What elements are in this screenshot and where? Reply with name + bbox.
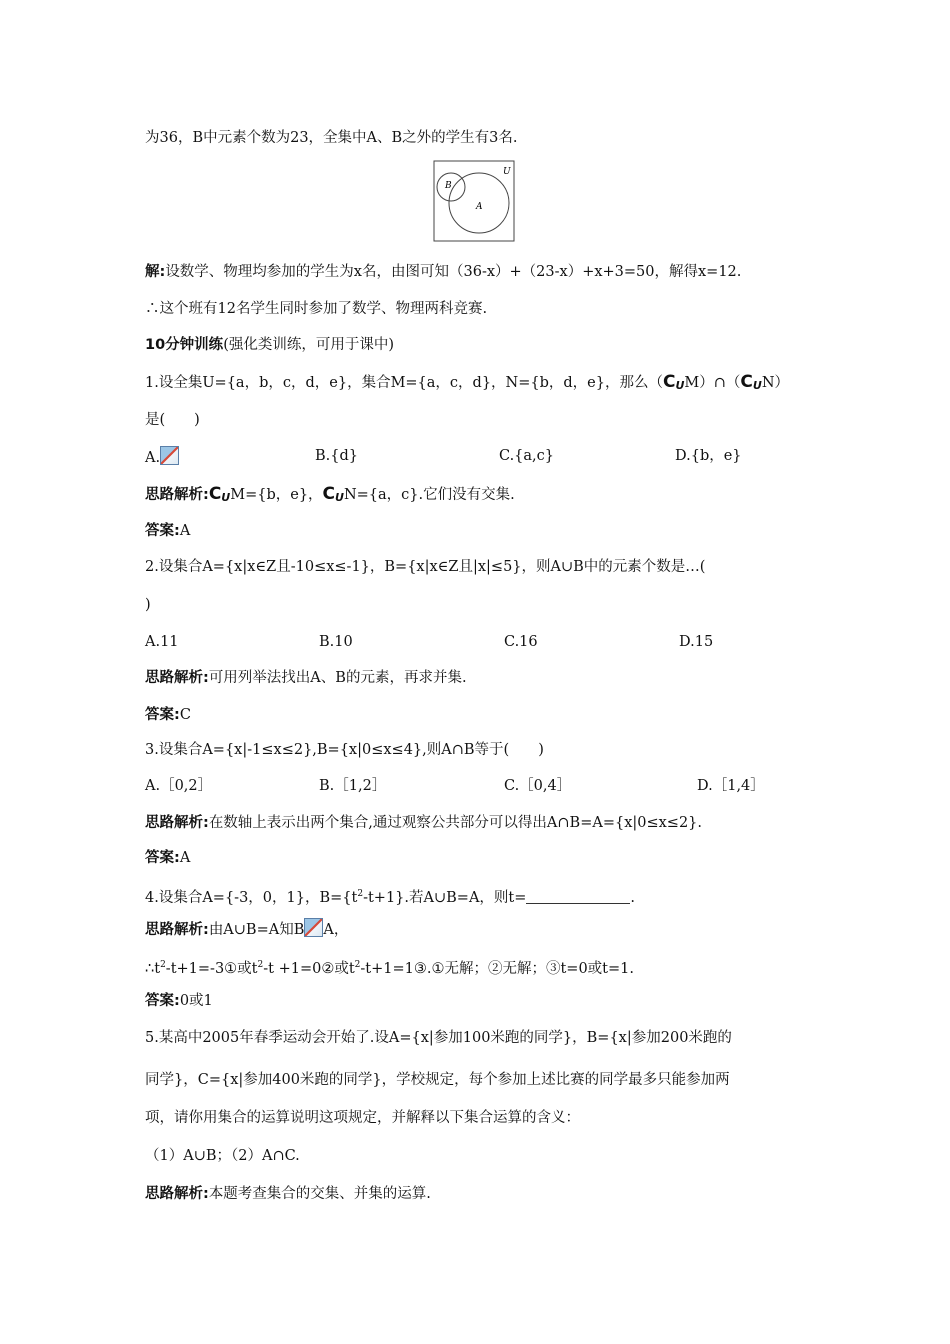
solution-line xyxy=(145,262,741,282)
q5-analysis: 思路解析:本题考查集合的交集、并集的运算. xyxy=(145,1186,431,1202)
q2-answer-value: C xyxy=(179,707,191,723)
q1-stem-line2: 是( ) xyxy=(145,412,200,428)
complement-symbol: $C_U$ xyxy=(208,484,231,504)
solution-colon: : xyxy=(159,264,166,280)
venn-label-a: A xyxy=(476,202,483,212)
analysis-label: 思路解析: xyxy=(145,670,209,686)
answer-label: 答案: xyxy=(145,993,180,1009)
section-heading xyxy=(145,335,394,355)
q3-stem: 3.设集合A={x|-1≤x≤2},B={x|0≤x≤4},则A∩B等于( ) xyxy=(145,742,544,758)
q3-option-d: D.［1,4］ xyxy=(697,778,765,794)
q3-option-c: C.［0,4］ xyxy=(504,778,572,794)
answer-label: 答案: xyxy=(145,707,180,723)
answer-label: 答案: xyxy=(145,850,180,866)
q3-answer-value: A xyxy=(179,850,191,866)
q1-stem xyxy=(145,372,789,396)
venn-label-b: B xyxy=(445,181,452,191)
q2-stem: 2.设集合A={x|x∈Z且-10≤x≤-1}，B={x|x∈Z且|x|≤5}，则A∪B中的元素个数是…( xyxy=(145,559,706,575)
subset-symbol-icon xyxy=(304,918,323,937)
q3-answer xyxy=(145,848,190,868)
section-subtitle: (强化类训练，可用于课中) xyxy=(223,337,395,353)
answer-label: 答案: xyxy=(145,523,180,539)
venn-diagram xyxy=(433,160,515,242)
venn-label-u: U xyxy=(503,167,511,177)
section-title: 10分钟训练 xyxy=(145,337,224,353)
solution-conclusion: ∴这个班有12名学生同时参加了数学、物理两科竞赛. xyxy=(145,301,488,317)
q5-stem-line1: 5.某高中2005年春季运动会开始了.设A={x|参加100米跑的同学}，B={x|参加200米跑的 xyxy=(145,1030,732,1046)
q1-stem-part-b: M）∩（ xyxy=(684,375,741,391)
empty-set-icon xyxy=(160,446,179,465)
q3-options xyxy=(145,776,785,796)
q4-analysis: 思路解析:由A∪B=A知B A， xyxy=(145,918,348,940)
q2-option-d: D.15 xyxy=(679,634,714,650)
analysis-label: 思路解析: xyxy=(145,487,209,503)
analysis-label: 思路解析: xyxy=(145,1186,209,1202)
q2-option-b: B.10 xyxy=(319,634,353,650)
q2-options xyxy=(145,632,785,652)
q5-stem-line2: 同学}，C={x|参加400米跑的同学}，学校规定，每个参加上述比赛的同学最多只能参加两 xyxy=(145,1072,730,1088)
complement-symbol: $C_U$ xyxy=(663,372,685,392)
q3-option-b: B.［1,2］ xyxy=(319,778,387,794)
q4-answer xyxy=(145,991,213,1011)
q1-option-c: C.{a,c} xyxy=(499,448,555,464)
q3-option-a: A.［0,2］ xyxy=(145,778,213,794)
q1-options xyxy=(145,446,785,466)
q2-stem-line2: ) xyxy=(145,597,151,613)
analysis-label: 思路解析: xyxy=(145,922,209,938)
q1-option-b: B.{d} xyxy=(315,448,358,464)
answer-blank xyxy=(526,889,630,904)
q2-analysis: 思路解析:可用列举法找出A、B的元素，再求并集. xyxy=(145,670,467,686)
q5-stem-line3: 项，请你用集合的运算说明这项规定，并解释以下集合运算的含义： xyxy=(145,1110,580,1126)
q3-analysis: 思路解析:在数轴上表示出两个集合,通过观察公共部分可以得出A∩B=A={x|0≤x≤2}. xyxy=(145,815,703,831)
q2-answer xyxy=(145,705,191,725)
solution-label: 解 xyxy=(145,264,160,280)
q4-answer-value: 0或1 xyxy=(179,993,213,1009)
q1-stem-part-a: 1.设全集U={a，b，c，d，e}，集合M={a，c，d}，N={b，d，e}，那么（ xyxy=(145,375,663,391)
q1-option-a: A. xyxy=(145,446,179,468)
q4-stem: 4.设集合A={-3，0，1}，$B=\{t^2-t+1\}$.若A∪B=A，则t= . xyxy=(145,889,635,906)
q1-analysis: 思路解析$:C_UM=\{b$，e}，$C_UN=\{a$，c}.它们没有交集. xyxy=(145,484,515,504)
q1-option-d: D.{b，e} xyxy=(675,448,742,464)
analysis-label: 思路解析: xyxy=(145,815,209,831)
q1-answer xyxy=(145,521,190,541)
intro-line: 为36，B中元素个数为23，全集中A、B之外的学生有3名. xyxy=(145,130,518,146)
complement-symbol: $C_U$ xyxy=(322,484,344,504)
q4-derivation: $\therefore t^2-t+1=-3①$或$t^2-t$ +1=0②或$t^2-t+1=1③.①$无解；②无解；③t=0或t=1. xyxy=(145,960,634,977)
q1-answer-value: A xyxy=(179,523,191,539)
solution-text: 设数学、物理均参加的学生为x名，由图可知（36-x）+（23-x）+x+3=50，解得x=12. xyxy=(165,264,742,280)
complement-symbol: $C_U$ xyxy=(740,372,762,392)
q2-option-c: C.16 xyxy=(504,634,538,650)
q2-option-a: A.11 xyxy=(145,634,179,650)
q1-stem-part-c: N） xyxy=(761,375,790,391)
q5-subquestions: （1）A∪B；（2）A∩C. xyxy=(145,1148,300,1164)
